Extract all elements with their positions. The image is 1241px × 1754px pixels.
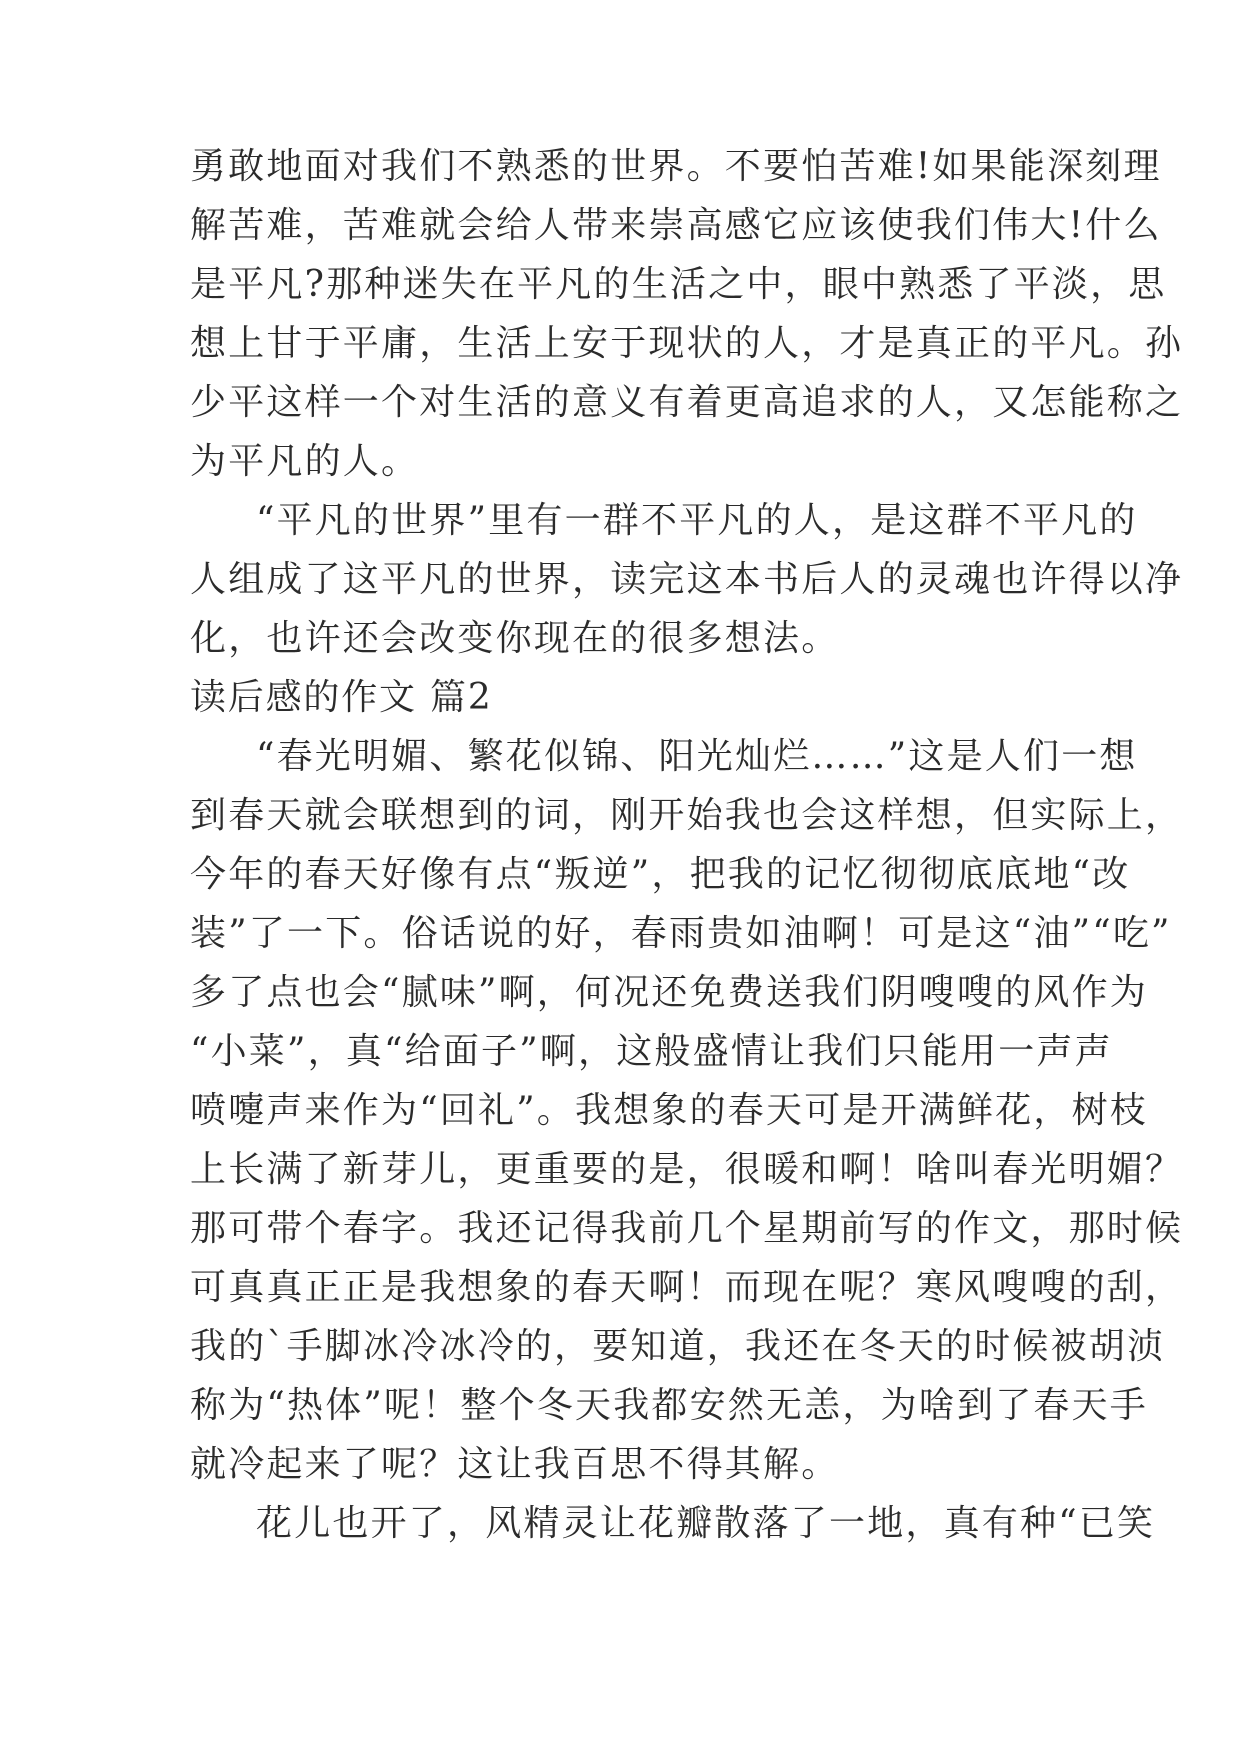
text-line: 喷嚏声来作为“回礼”。我想象的春天可是开满鲜花，树枝 [190, 1090, 1149, 1131]
text-line: 化，也许还会改变你现在的很多想法。 [190, 618, 840, 659]
section-heading: 读后感的作文 篇2 [190, 677, 493, 718]
text-line: “小菜”，真“给面子”啊，这般盛情让我们只能用一声声 [190, 1031, 1113, 1072]
text-line: 解苦难，苦难就会给人带来崇高感它应该使我们伟大!什么 [190, 205, 1162, 246]
text-line: 上长满了新芽儿，更重要的是，很暖和啊！啥叫春光明媚？ [190, 1149, 1184, 1190]
paragraph-start-line: “春光明媚、繁花似锦、阳光灿烂……”这是人们一想 [256, 736, 1138, 777]
text-line: 是平凡?那种迷失在平凡的生活之中，眼中熟悉了平淡，思 [190, 264, 1167, 305]
text-line: 到春天就会联想到的词，刚开始我也会这样想，但实际上， [190, 795, 1184, 836]
text-line: 少平这样一个对生活的意义有着更高追求的人，又怎能称之 [190, 382, 1184, 423]
text-line: 我的`手脚冰冷冰冷的，要知道，我还在冬天的时候被胡浈 [190, 1326, 1166, 1367]
text-line: 装”了一下。俗话说的好，春雨贵如油啊！可是这“油”“吃” [190, 913, 1172, 954]
text-line: 多了点也会“腻味”啊，何况还免费送我们阴嗖嗖的风作为 [190, 972, 1149, 1013]
text-line: 人组成了这平凡的世界，读完这本书后人的灵魂也许得以净 [190, 559, 1184, 600]
paragraph-start-line: 花儿也开了，风精灵让花瓣散落了一地，真有种“已笑 [256, 1503, 1156, 1544]
text-line: 称为“热体”呢！整个冬天我都安然无恙，为啥到了春天手 [190, 1385, 1149, 1426]
text-line: 想上甘于平庸，生活上安于现状的人，才是真正的平凡。孙 [190, 323, 1184, 364]
text-line: 勇敢地面对我们不熟悉的世界。不要怕苦难!如果能深刻理 [190, 146, 1162, 187]
text-line: 就冷起来了呢？这让我百思不得其解。 [190, 1444, 840, 1485]
paragraph-start-line: “平凡的世界”里有一群不平凡的人，是这群不平凡的 [256, 500, 1138, 541]
text-line: 那可带个春字。我还记得我前几个星期前写的作文，那时候 [190, 1208, 1184, 1249]
text-line: 为平凡的人。 [190, 441, 420, 482]
text-line: 可真真正正是我想象的春天啊！而现在呢？寒风嗖嗖的刮， [190, 1267, 1184, 1308]
text-line: 今年的春天好像有点“叛逆”，把我的记忆彻彻底底地“改 [190, 854, 1131, 895]
